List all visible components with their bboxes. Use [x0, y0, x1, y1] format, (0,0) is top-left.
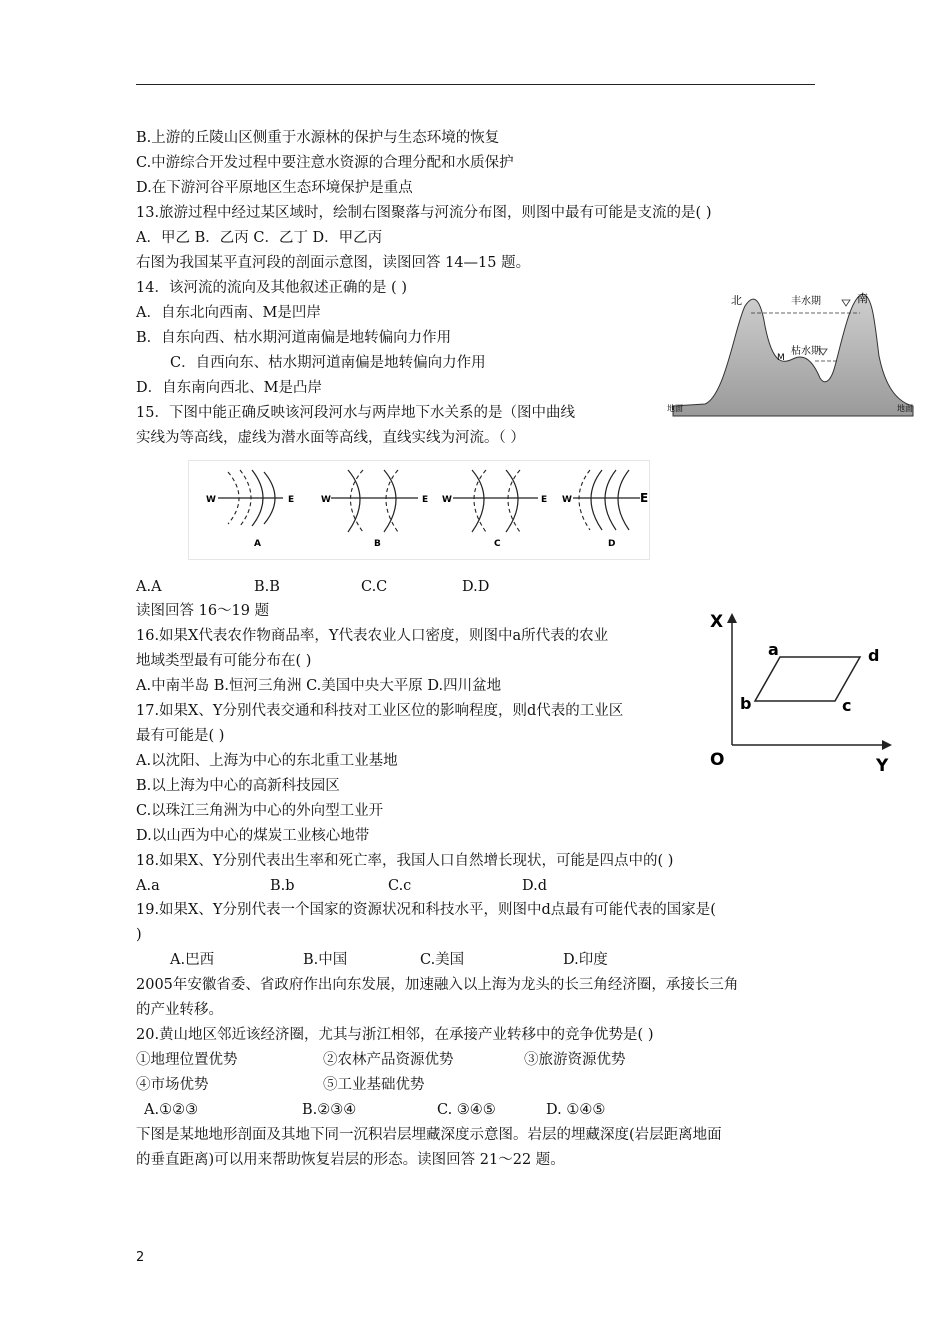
q17-option-c: C.以珠江三角洲为中心的外向型工业开 — [136, 803, 384, 819]
q20-item-4: ④市场优势 — [136, 1077, 209, 1093]
point-c: c — [842, 696, 852, 715]
q19-option-a: A.巴西 — [170, 952, 215, 968]
q20-item-5: ⑤工业基础优势 — [323, 1077, 425, 1093]
m-label: M — [777, 353, 785, 363]
question-17-cont: 最有可能是( ) — [136, 728, 225, 744]
q19-option-d: D.印度 — [563, 952, 608, 968]
q20-option-c: C. ③④⑤ — [437, 1102, 496, 1118]
q14-option-a: A．自东北向西南、M是凹岸 — [136, 305, 321, 321]
question-19-cont: ) — [136, 927, 142, 943]
ground-right-label: 地面 — [897, 404, 913, 413]
ground-left-label: 地面 — [667, 404, 683, 413]
x-axis-label: X — [710, 612, 724, 632]
q15-option-b: B.B — [254, 579, 280, 595]
q19-option-c: C.美国 — [420, 952, 465, 968]
panel-d-label: D — [608, 539, 616, 549]
question-15-cont: 实线为等高线，虚线为潜水面等高线，直线实线为河流。（ ） — [136, 430, 525, 446]
q14-option-c: C．自西向东、枯水期河道南偏是地转偏向力作用 — [170, 355, 486, 371]
page-number: 2 — [136, 1250, 145, 1265]
header-rule — [136, 84, 815, 85]
xy-figure — [700, 605, 900, 780]
q18-option-a: A.a — [136, 878, 160, 894]
panel-a-east: E — [288, 495, 295, 505]
question-16: 16.如果X代表农作物商品率，Y代表农业人口密度，则图中a所代表的农业 — [136, 628, 609, 644]
q14-option-d: D．自东南向西北、M是凸岸 — [136, 380, 322, 396]
question-17: 17.如果X、Y分别代表交通和科技对工业区位的影响程度，则d代表的工业区 — [136, 703, 624, 719]
panel-a — [206, 470, 294, 549]
point-a: a — [768, 640, 779, 659]
intro-20-cont: 的产业转移。 — [136, 1002, 223, 1018]
origin-label: O — [710, 750, 725, 770]
q15-option-a: A.A — [136, 579, 162, 595]
contour-options-figure — [188, 460, 650, 560]
dry-season-label: 枯水期 — [791, 346, 821, 357]
q15-option-d: D.D — [462, 579, 490, 595]
point-b: b — [740, 694, 752, 713]
q20-item-3: ③旅游资源优势 — [524, 1052, 626, 1068]
option-line: D.在下游河谷平原地区生态环境保护是重点 — [136, 180, 413, 196]
q19-option-b: B.中国 — [303, 952, 348, 968]
panel-d — [562, 470, 648, 549]
panel-b-east: E — [422, 495, 429, 505]
north-label: 北 — [731, 294, 742, 307]
intro-21-22-cont: 的垂直距离)可以用来帮助恢复岩层的形态。读图回答 21～22 题。 — [136, 1152, 565, 1168]
question-19: 19.如果X、Y分别代表一个国家的资源状况和科技水平，则图中d点最有可能代表的国家是( — [136, 902, 716, 918]
panel-a-west: W — [206, 495, 216, 505]
point-d: d — [868, 646, 880, 665]
question-13: 13.旅游过程中经过某区域时，绘制右图聚落与河流分布图，则图中最有可能是支流的是( ) — [136, 205, 712, 221]
q18-option-b: B.b — [270, 878, 295, 894]
q18-option-c: C.c — [388, 878, 412, 894]
q20-item-1: ①地理位置优势 — [136, 1052, 238, 1068]
q14-option-b: B．自东向西、枯水期河道南偏是地转偏向力作用 — [136, 330, 452, 346]
question-18: 18.如果X、Y分别代表出生率和死亡率，我国人口自然增长现状，可能是四点中的( ) — [136, 853, 674, 869]
panel-b-west: W — [321, 495, 331, 505]
q20-option-d: D. ①④⑤ — [546, 1102, 606, 1118]
intro-20: 2005年安徽省委、省政府作出向东发展，加速融入以上海为龙头的长三角经济圈，承接长三角 — [136, 977, 739, 993]
q13-options: A．甲乙 B．乙丙 C．乙丁 D．甲乙丙 — [136, 230, 383, 246]
south-label: 南 — [857, 292, 868, 305]
q16-options: A.中南半岛 B.恒河三角洲 C.美国中央大平原 D.四川盆地 — [136, 678, 502, 694]
q20-item-2: ②农林产品资源优势 — [323, 1052, 454, 1068]
river-profile-figure — [665, 286, 920, 426]
q18-option-d: D.d — [522, 878, 547, 894]
q17-option-a: A.以沈阳、上海为中心的东北重工业基地 — [136, 753, 398, 769]
question-14: 14．该河流的流向及其他叙述正确的是 ( ) — [136, 280, 407, 296]
option-line: C.中游综合开发过程中要注意水资源的合理分配和水质保护 — [136, 155, 514, 171]
panel-c-west: W — [442, 495, 452, 505]
q17-option-d: D.以山西为中心的煤炭工业核心地带 — [136, 828, 370, 844]
intro-16-19: 读图回答 16～19 题 — [136, 603, 270, 619]
question-15: 15．下图中能正确反映该河段河水与两岸地下水关系的是（图中曲线 — [136, 405, 575, 421]
y-axis-label: Y — [876, 756, 889, 776]
panel-c — [442, 470, 547, 549]
option-line: B.上游的丘陵山区侧重于水源林的保护与生态环境的恢复 — [136, 130, 500, 146]
intro-21-22: 下图是某地地形剖面及其地下同一沉积岩层埋藏深度示意图。岩层的埋藏深度(岩层距离地面 — [136, 1127, 722, 1143]
q17-option-b: B.以上海为中心的高新科技园区 — [136, 778, 340, 794]
panel-b-label: B — [374, 539, 381, 549]
panel-c-label: C — [494, 539, 501, 549]
intro-14-15: 右图为我国某平直河段的剖面示意图，读图回答 14—15 题。 — [136, 255, 531, 271]
q20-option-b: B.②③④ — [302, 1102, 357, 1118]
panel-b — [321, 470, 428, 549]
panel-a-label: A — [254, 539, 261, 549]
question-16-cont: 地域类型最有可能分布在( ) — [136, 653, 312, 669]
flood-season-label: 丰水期 — [791, 296, 821, 307]
q15-option-c: C.C — [361, 579, 388, 595]
question-20: 20.黄山地区邻近该经济圈，尤其与浙江相邻，在承接产业转移中的竞争优势是( ) — [136, 1027, 654, 1043]
q20-option-a: A.①②③ — [144, 1102, 199, 1118]
panel-d-west: W — [562, 495, 572, 505]
panel-c-east: E — [541, 495, 548, 505]
panel-d-east: E — [640, 491, 649, 505]
